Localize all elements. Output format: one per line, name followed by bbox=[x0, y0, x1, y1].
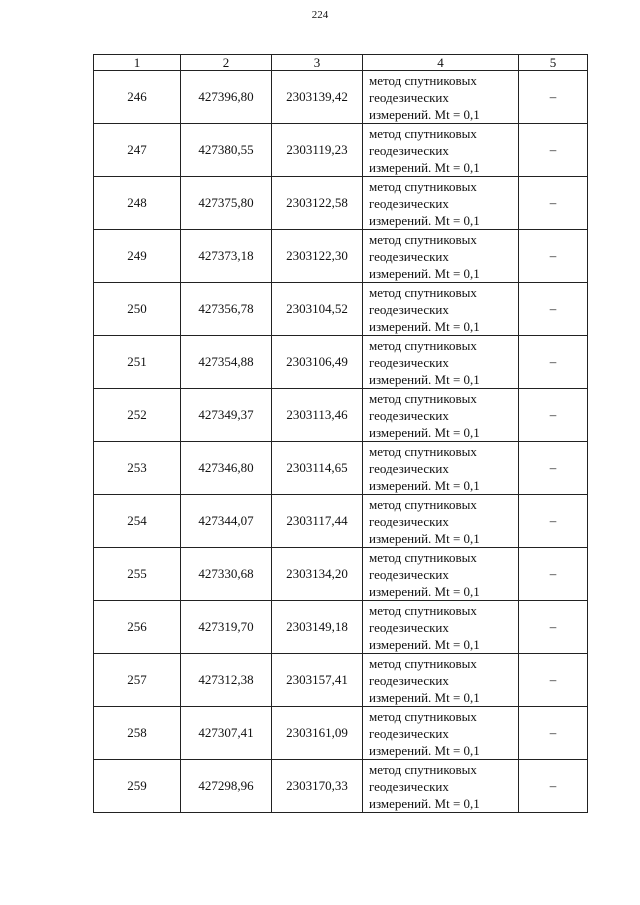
x-coordinate-cell: 427354,88 bbox=[181, 336, 272, 389]
table-row bbox=[94, 601, 588, 654]
table-row bbox=[94, 283, 588, 336]
header-col-5: 5 bbox=[519, 55, 588, 71]
table-row bbox=[94, 548, 588, 601]
table-body bbox=[94, 71, 588, 813]
note-cell: – bbox=[519, 707, 588, 760]
method-line: измерений. Mt = 0,1 bbox=[369, 212, 480, 228]
table-row bbox=[94, 760, 588, 813]
method-cell bbox=[363, 495, 519, 548]
table-row bbox=[94, 654, 588, 707]
method-line: измерений. Mt = 0,1 bbox=[369, 636, 480, 652]
method-line: метод спутниковых bbox=[369, 284, 477, 300]
method-line: геодезических bbox=[369, 89, 449, 105]
method-line: измерений. Mt = 0,1 bbox=[369, 530, 480, 546]
method-line: геодезических bbox=[369, 566, 449, 582]
method-line: геодезических bbox=[369, 513, 449, 529]
note-cell: – bbox=[519, 336, 588, 389]
table-row bbox=[94, 124, 588, 177]
method-line: геодезических bbox=[369, 248, 449, 264]
table-row bbox=[94, 389, 588, 442]
note-cell: – bbox=[519, 283, 588, 336]
method-line: измерений. Mt = 0,1 bbox=[369, 318, 480, 334]
x-coordinate-cell: 427344,07 bbox=[181, 495, 272, 548]
method-cell bbox=[363, 654, 519, 707]
note-cell: – bbox=[519, 389, 588, 442]
note-cell: – bbox=[519, 71, 588, 124]
y-coordinate-cell: 2303113,46 bbox=[272, 389, 363, 442]
y-coordinate-cell: 2303139,42 bbox=[272, 71, 363, 124]
y-coordinate-cell: 2303157,41 bbox=[272, 654, 363, 707]
x-coordinate-cell: 427375,80 bbox=[181, 177, 272, 230]
point-number-cell: 250 bbox=[94, 283, 181, 336]
y-coordinate-cell: 2303122,30 bbox=[272, 230, 363, 283]
table-row bbox=[94, 336, 588, 389]
method-line: измерений. Mt = 0,1 bbox=[369, 159, 480, 175]
y-coordinate-cell: 2303170,33 bbox=[272, 760, 363, 813]
y-coordinate-cell: 2303104,52 bbox=[272, 283, 363, 336]
method-line: геодезических bbox=[369, 142, 449, 158]
method-line: геодезических bbox=[369, 354, 449, 370]
method-line: метод спутниковых bbox=[369, 125, 477, 141]
note-cell: – bbox=[519, 495, 588, 548]
point-number-cell: 255 bbox=[94, 548, 181, 601]
y-coordinate-cell: 2303149,18 bbox=[272, 601, 363, 654]
y-coordinate-cell: 2303114,65 bbox=[272, 442, 363, 495]
method-line: геодезических bbox=[369, 619, 449, 635]
method-cell bbox=[363, 760, 519, 813]
method-line: геодезических bbox=[369, 407, 449, 423]
method-cell bbox=[363, 124, 519, 177]
note-cell: – bbox=[519, 760, 588, 813]
x-coordinate-cell: 427356,78 bbox=[181, 283, 272, 336]
point-number-cell: 257 bbox=[94, 654, 181, 707]
point-number-cell: 252 bbox=[94, 389, 181, 442]
x-coordinate-cell: 427312,38 bbox=[181, 654, 272, 707]
method-line: метод спутниковых bbox=[369, 443, 477, 459]
method-line: измерений. Mt = 0,1 bbox=[369, 106, 480, 122]
method-cell bbox=[363, 283, 519, 336]
method-line: геодезических bbox=[369, 725, 449, 741]
method-line: геодезических bbox=[369, 672, 449, 688]
note-cell: – bbox=[519, 124, 588, 177]
method-cell bbox=[363, 601, 519, 654]
note-cell: – bbox=[519, 230, 588, 283]
y-coordinate-cell: 2303134,20 bbox=[272, 548, 363, 601]
x-coordinate-cell: 427298,96 bbox=[181, 760, 272, 813]
method-cell bbox=[363, 442, 519, 495]
method-line: метод спутниковых bbox=[369, 178, 477, 194]
point-number-cell: 246 bbox=[94, 71, 181, 124]
method-line: измерений. Mt = 0,1 bbox=[369, 583, 480, 599]
table-row bbox=[94, 71, 588, 124]
x-coordinate-cell: 427346,80 bbox=[181, 442, 272, 495]
note-cell: – bbox=[519, 442, 588, 495]
header-col-2: 2 bbox=[181, 55, 272, 71]
table-row bbox=[94, 177, 588, 230]
method-line: измерений. Mt = 0,1 bbox=[369, 742, 480, 758]
x-coordinate-cell: 427396,80 bbox=[181, 71, 272, 124]
header-col-1: 1 bbox=[94, 55, 181, 71]
y-coordinate-cell: 2303122,58 bbox=[272, 177, 363, 230]
method-line: геодезических bbox=[369, 301, 449, 317]
table-header-row bbox=[94, 55, 588, 71]
note-cell: – bbox=[519, 177, 588, 230]
point-number-cell: 248 bbox=[94, 177, 181, 230]
header-col-4: 4 bbox=[363, 55, 519, 71]
method-cell bbox=[363, 707, 519, 760]
method-cell bbox=[363, 177, 519, 230]
method-line: метод спутниковых bbox=[369, 655, 477, 671]
method-cell bbox=[363, 230, 519, 283]
page-number: 224 bbox=[311, 9, 329, 21]
y-coordinate-cell: 2303106,49 bbox=[272, 336, 363, 389]
method-cell bbox=[363, 548, 519, 601]
coordinates-table bbox=[93, 54, 588, 813]
method-line: метод спутниковых bbox=[369, 549, 477, 565]
note-cell: – bbox=[519, 601, 588, 654]
method-line: метод спутниковых bbox=[369, 761, 477, 777]
y-coordinate-cell: 2303119,23 bbox=[272, 124, 363, 177]
method-cell bbox=[363, 336, 519, 389]
method-line: измерений. Mt = 0,1 bbox=[369, 424, 480, 440]
x-coordinate-cell: 427330,68 bbox=[181, 548, 272, 601]
method-line: измерений. Mt = 0,1 bbox=[369, 371, 480, 387]
y-coordinate-cell: 2303117,44 bbox=[272, 495, 363, 548]
x-coordinate-cell: 427380,55 bbox=[181, 124, 272, 177]
point-number-cell: 247 bbox=[94, 124, 181, 177]
point-number-cell: 253 bbox=[94, 442, 181, 495]
y-coordinate-cell: 2303161,09 bbox=[272, 707, 363, 760]
method-line: метод спутниковых bbox=[369, 231, 477, 247]
header-col-3: 3 bbox=[272, 55, 363, 71]
method-line: метод спутниковых bbox=[369, 390, 477, 406]
method-line: измерений. Mt = 0,1 bbox=[369, 795, 480, 811]
method-line: измерений. Mt = 0,1 bbox=[369, 265, 480, 281]
method-line: метод спутниковых bbox=[369, 708, 477, 724]
table-row bbox=[94, 495, 588, 548]
point-number-cell: 258 bbox=[94, 707, 181, 760]
method-line: геодезических bbox=[369, 778, 449, 794]
table-row bbox=[94, 707, 588, 760]
x-coordinate-cell: 427349,37 bbox=[181, 389, 272, 442]
point-number-cell: 259 bbox=[94, 760, 181, 813]
point-number-cell: 256 bbox=[94, 601, 181, 654]
method-line: метод спутниковых bbox=[369, 72, 477, 88]
table-row bbox=[94, 230, 588, 283]
method-line: метод спутниковых bbox=[369, 602, 477, 618]
x-coordinate-cell: 427373,18 bbox=[181, 230, 272, 283]
note-cell: – bbox=[519, 548, 588, 601]
point-number-cell: 251 bbox=[94, 336, 181, 389]
x-coordinate-cell: 427307,41 bbox=[181, 707, 272, 760]
x-coordinate-cell: 427319,70 bbox=[181, 601, 272, 654]
method-line: измерений. Mt = 0,1 bbox=[369, 477, 480, 493]
method-line: геодезических bbox=[369, 195, 449, 211]
table-row bbox=[94, 442, 588, 495]
method-line: геодезических bbox=[369, 460, 449, 476]
point-number-cell: 254 bbox=[94, 495, 181, 548]
method-line: метод спутниковых bbox=[369, 337, 477, 353]
note-cell: – bbox=[519, 654, 588, 707]
method-line: измерений. Mt = 0,1 bbox=[369, 689, 480, 705]
method-cell bbox=[363, 389, 519, 442]
point-number-cell: 249 bbox=[94, 230, 181, 283]
method-cell bbox=[363, 71, 519, 124]
method-line: метод спутниковых bbox=[369, 496, 477, 512]
